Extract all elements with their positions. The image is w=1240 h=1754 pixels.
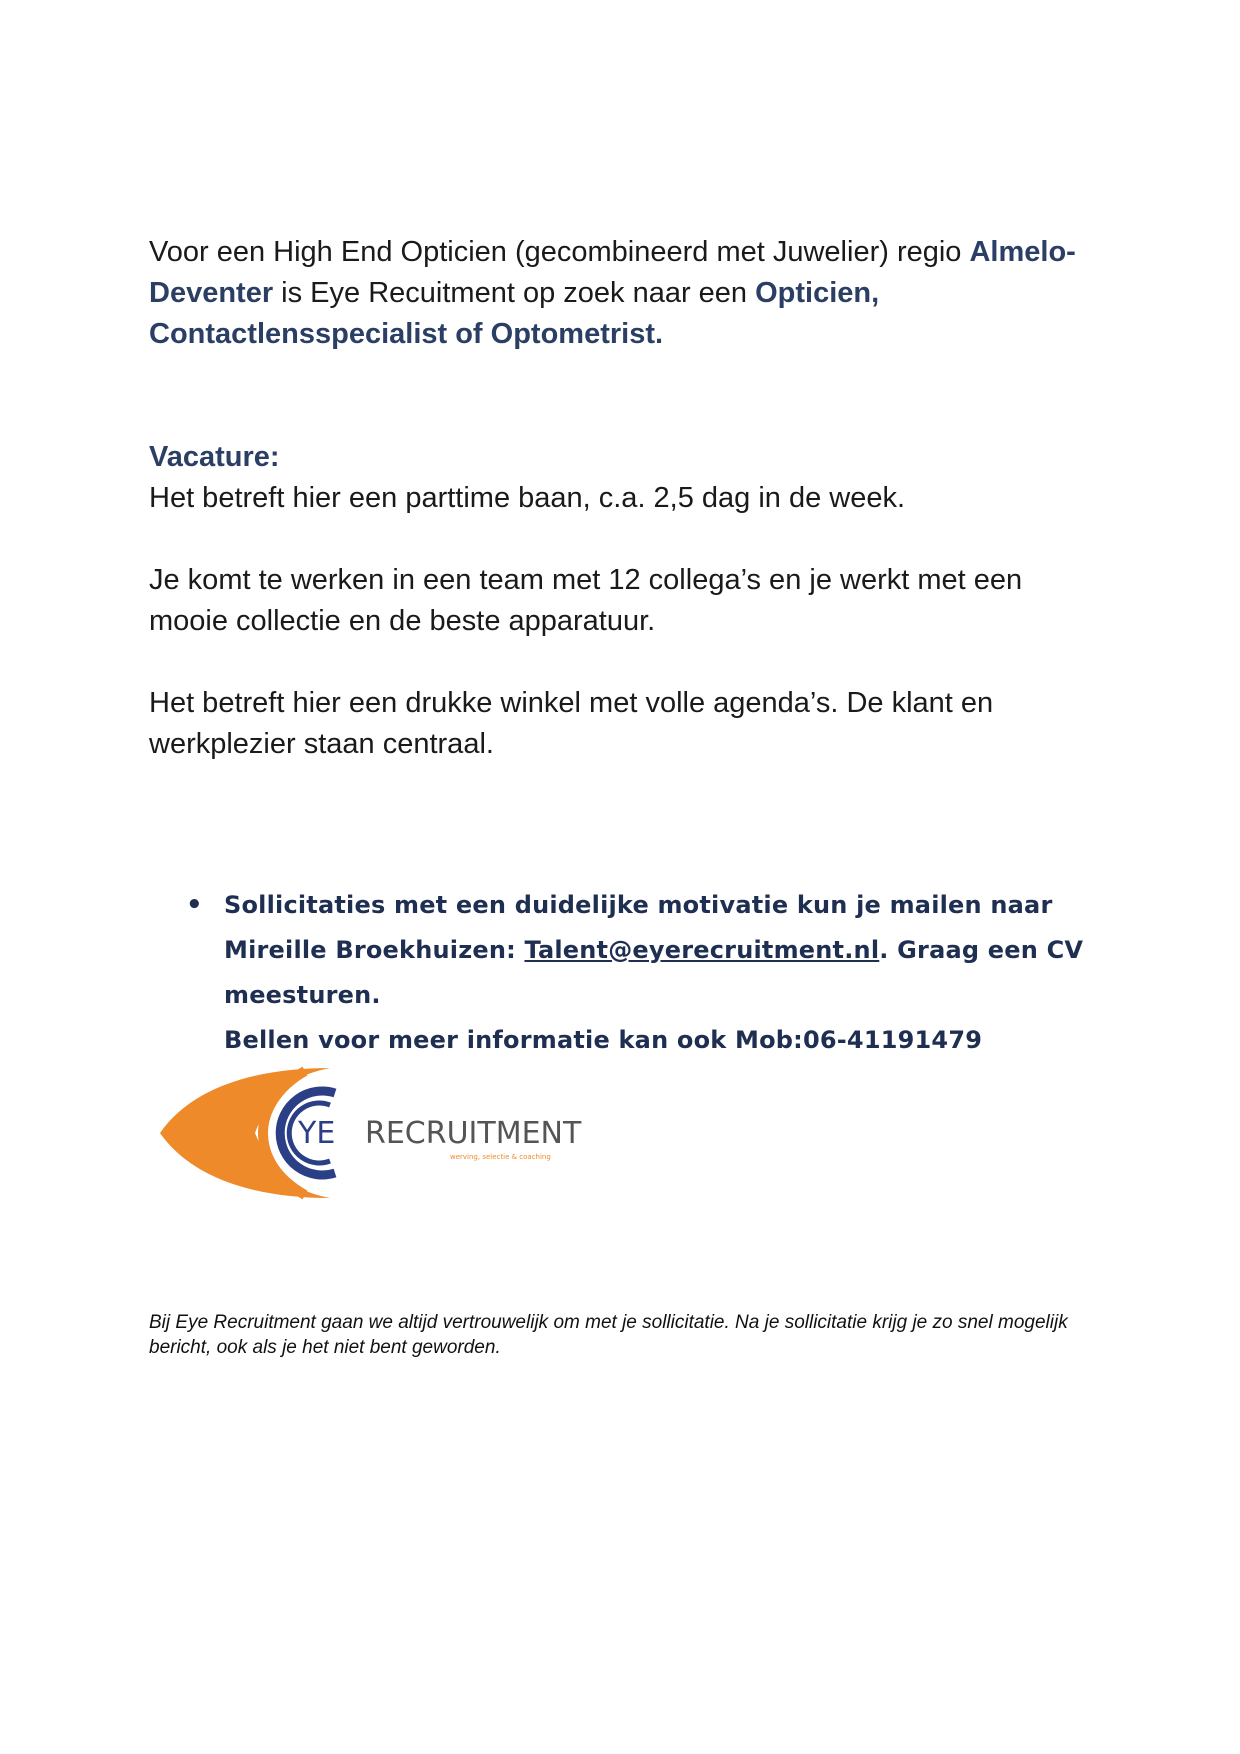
vacature-paragraph-2: Je komt te werken in een team met 12 collega’s en je werkt met een mooie collectie en de beste apparatuur. [149, 564, 1023, 637]
intro-text-2: is Eye Recuitment op zoek naar een [273, 277, 756, 309]
email-link[interactable]: Talent@eyerecruitment.nl [524, 936, 880, 964]
vacature-paragraph-1: Het betreft hier een parttime baan, c.a. 2,5 dag in de week. [149, 482, 906, 514]
logo-word-1: YE [298, 1116, 336, 1151]
contact-bullet: • [186, 890, 203, 920]
intro-roles: Opticien, Contactlensspecialist of Optometrist. [149, 277, 880, 350]
vacature-heading: Vacature: [149, 441, 280, 473]
intro-region: Almelo-Deventer [149, 236, 1076, 309]
logo-word-2: RECRUITMENT [365, 1116, 582, 1151]
intro-text-1: Voor een High End Opticien (gecombineerd met Juwelier) regio [149, 236, 970, 268]
vacature-paragraph-3: Het betreft hier een drukke winkel met volle agenda’s. De klant en werkplezier staan centraal. [149, 687, 994, 760]
contact-phone: Bellen voor meer informatie kan ook Mob:06-41191479 [224, 1026, 983, 1054]
eye-recruitment-logo [155, 1063, 595, 1203]
contact-text-1: Sollicitaties met een duidelijke motivatie kun je mailen naar Mireille Broekhuizen: [224, 891, 1053, 964]
logo-tagline: werving, selectie & coaching [450, 1153, 551, 1161]
contact-text-2: . Graag een CV meesturen. [224, 936, 1084, 1009]
eye-recruitment-logo-icon [155, 1063, 595, 1203]
contact-block [224, 883, 1104, 1063]
disclaimer-text: Bij Eye Recruitment gaan we altijd vertrouwelijk om met je sollicitatie. Na je sollicitatie krijg je zo snel mogelijk bericht, ook als je het niet bent geworden. [149, 1312, 1068, 1358]
intro-paragraph [149, 232, 1089, 355]
